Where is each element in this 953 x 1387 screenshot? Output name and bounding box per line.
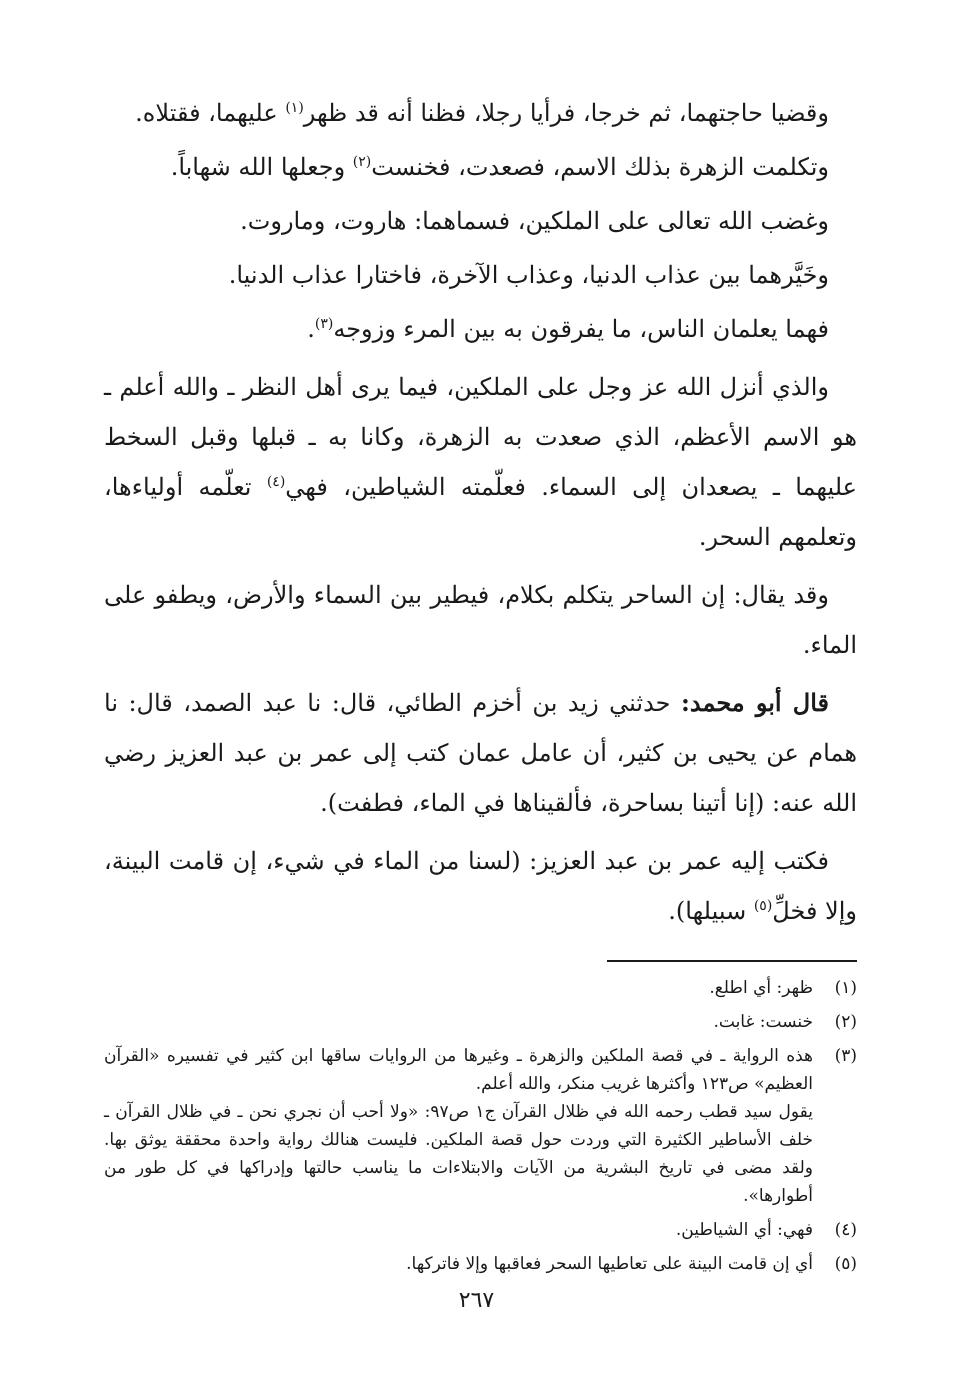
- footnote-3: [104, 1042, 857, 1210]
- paragraph-1: وقضيا حاجتهما، ثم خرجا، فرأيا رجلا، فظنا أنه قد ظهر$^{(١)}$ عليهما، فقتلاه.: [135, 99, 829, 127]
- footnote-ref-5[interactable]: (٥): [753, 898, 773, 914]
- footnote-5: [104, 1250, 857, 1278]
- footnote-text: فهي: أي الشياطين.: [675, 1220, 813, 1240]
- paragraph-9: فكتب إليه عمر بن عبد العزيز: (لسنا من الماء في شيء، إن قامت البينة، وإلا فخلِّ$^{(٥)}$ سبيلها).: [104, 847, 857, 925]
- speaker-label: قال أبو محمد:: [680, 688, 829, 717]
- page-number: ٢٦٧: [458, 1288, 495, 1313]
- footnote-text: خنست: غابت.: [713, 1012, 813, 1032]
- footnote-4: [104, 1216, 857, 1244]
- paragraph-4: وخَيَّرهما بين عذاب الدنيا، وعذاب الآخرة، فاختارا عذاب الدنيا.: [228, 261, 829, 289]
- footnote-number: (٣): [834, 1046, 857, 1066]
- footnote-text: أي إن قامت البينة على تعاطيها السحر فعاقبها وإلا فاتركها.: [406, 1254, 813, 1274]
- footnote-number: (٤): [834, 1220, 857, 1240]
- footnote-2: [104, 1008, 857, 1036]
- footnote-ref-2[interactable]: (٢): [352, 154, 372, 170]
- paragraph-8: قال أبو محمد: حدثني زيد بن أخزم الطائي، قال: نا عبد الصمد، قال: نا همام عن يحيى بن كثير، أن عامل عمان كتب إلى عمر بن عبد العزيز رضي الله عنه: (إنا أتينا بساحرة، فألقيناها في الماء، فطفت).: [104, 688, 857, 817]
- footnote-1: [104, 974, 857, 1002]
- paragraph-2: وتكلمت الزهرة بذلك الاسم، فصعدت، فخنست$^{(٢)}$ وجعلها الله شهاباً.: [170, 153, 829, 181]
- footnote-text: هذه الرواية ـ في قصة الملكين والزهرة ـ وغيرها من الروايات ساقها ابن كثير في تفسيره «القرآن العظيم» ص١٢٣ وأكثرها غريب منكر، والله أعلم.: [104, 1046, 813, 1094]
- footnote-ref-1[interactable]: (١): [285, 100, 304, 116]
- paragraph-5: فهما يعلمان الناس، ما يفرقون به بين المرء وزوجه$^{(٣)}$.: [307, 315, 829, 343]
- footnote-divider: [607, 960, 857, 962]
- footnote-number: (٢): [834, 1012, 857, 1032]
- footnote-ref-4[interactable]: (٤): [266, 474, 286, 490]
- main-text: [104, 88, 857, 936]
- paragraph-7: وقد يقال: إن الساحر يتكلم بكلام، فيطير بين السماء والأرض، ويطفو على الماء.: [104, 581, 857, 659]
- footnote-number: (٥): [834, 1254, 857, 1274]
- footnote-ref-3[interactable]: (٣): [314, 316, 334, 332]
- footnote-number: (١): [834, 978, 857, 998]
- paragraph-6: والذي أنزل الله عز وجل على الملكين، فيما يرى أهل النظر ـ والله أعلم ـ هو الاسم الأعظم، الذي صعدت به الزهرة، وكانا به ـ قبلها وقبل السخط عليهما ـ يصعدان إلى السماء. فعلّمته الشياطين، فهي$^{(٤)}$ تعلّمه أولياءها، وتعلمهم السحر.: [104, 373, 857, 551]
- footnotes: [104, 974, 857, 1278]
- paragraph-3: وغضب الله تعالى على الملكين، فسماهما: هاروت، وماروت.: [240, 207, 829, 235]
- footnote-text: يقول سيد قطب رحمه الله في ظلال القرآن ج١ ص٩٧: «ولا أحب أن نجري نحن ـ في ظلال القرآن ـ خلف الأساطير الكثيرة التي وردت حول قصة الملكين. فليست هنالك رواية واحدة محققة يوثق بها. ولقد مضى في تاريخ البشرية من الآيات والابتلاءات ما يناسب حالتها وإدراكها في كل طور من أطوارها».: [104, 1102, 813, 1206]
- footnote-text: ظهر: أي اطلع.: [709, 978, 813, 998]
